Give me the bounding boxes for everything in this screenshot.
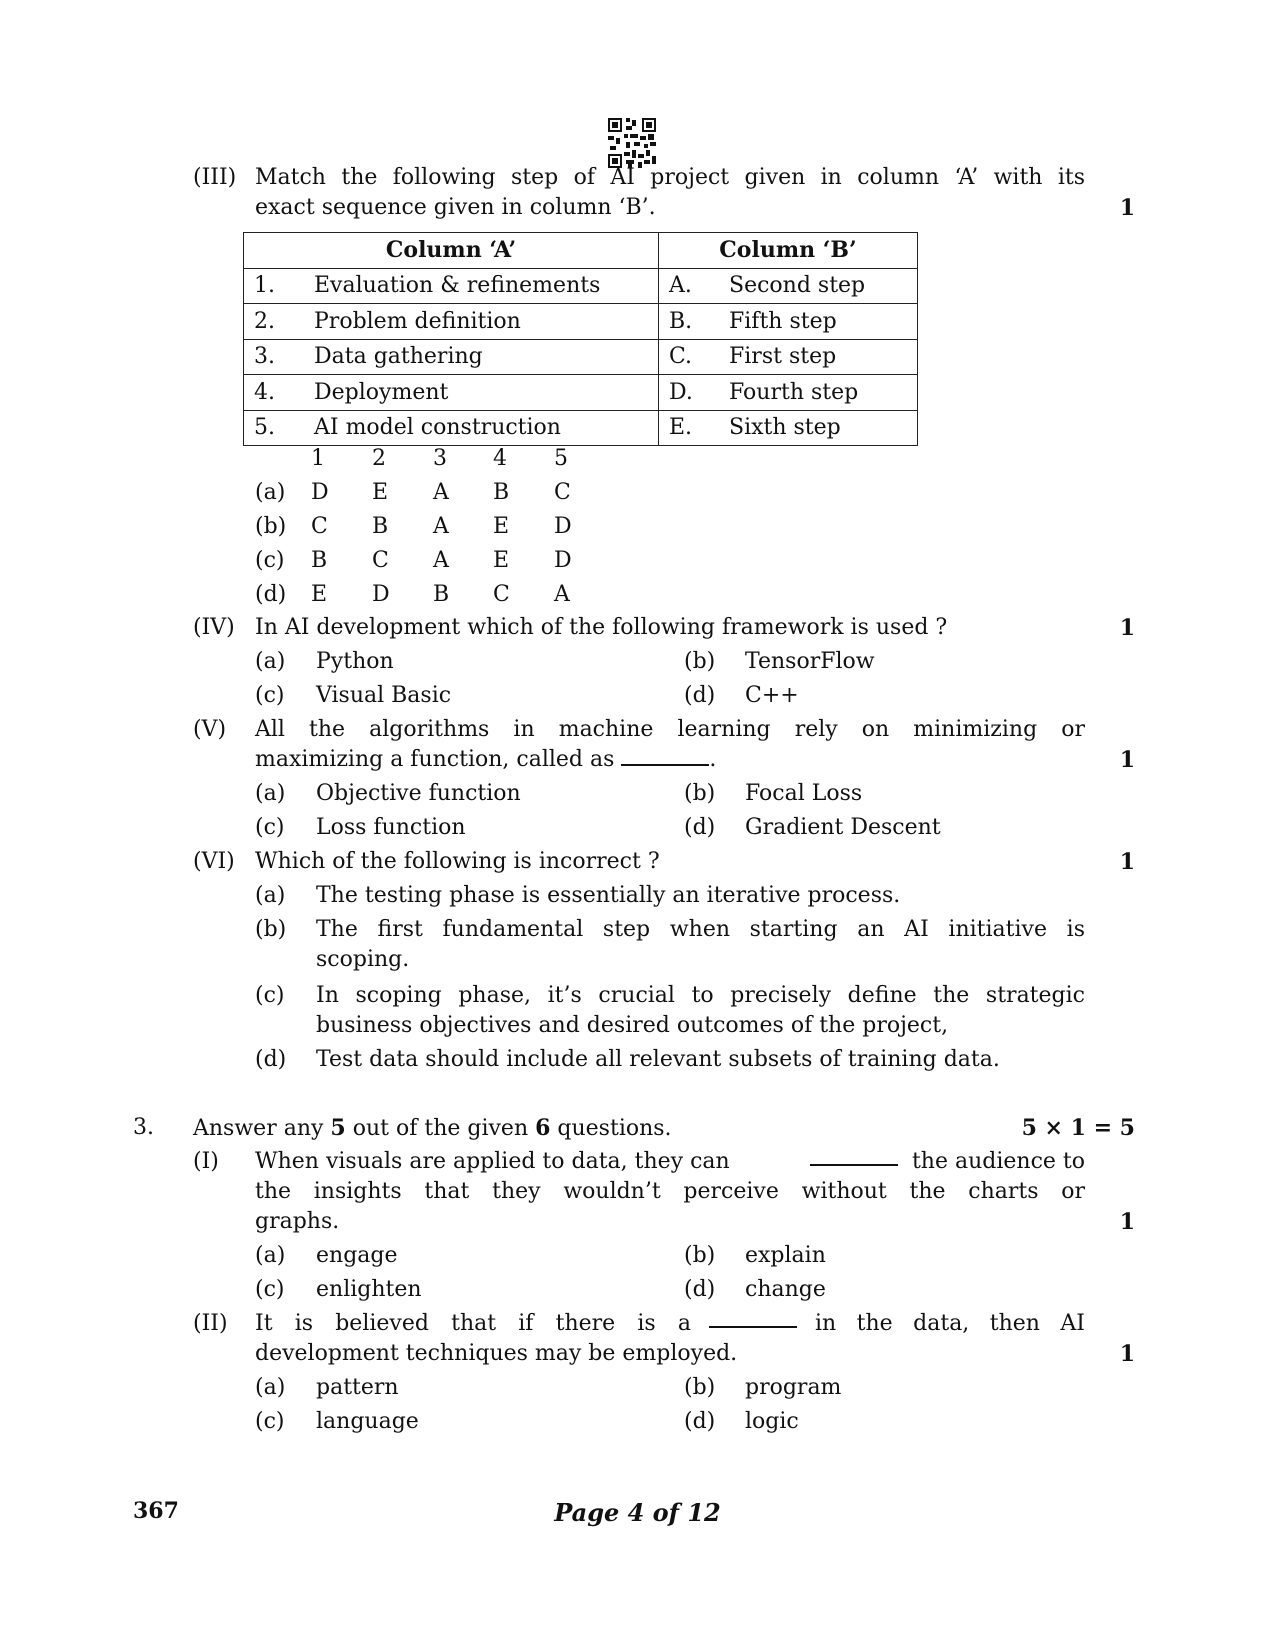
option-text: change	[745, 1277, 826, 1302]
option-label: (d)	[684, 815, 716, 840]
question-text: In AI development which of the following framework is used ?	[255, 615, 948, 640]
option-text: enlighten	[316, 1277, 422, 1302]
row-number: 4.	[254, 379, 275, 405]
column-a-item: Data gathering	[314, 344, 483, 370]
row-number: 5.	[254, 415, 275, 441]
marks: 5 × 1 = 5	[1021, 1115, 1135, 1141]
question-text: development techniques may be employed.	[255, 1341, 738, 1366]
column-b-item: Fourth step	[729, 379, 859, 405]
option-text: Visual Basic	[316, 683, 452, 708]
option-text: Test data should include all relevant subsets of training data.	[316, 1047, 1000, 1072]
question-text: It is believed that if there is a in the data, then AI	[255, 1311, 1085, 1336]
table-row	[244, 410, 918, 446]
option-label: (d)	[684, 1409, 716, 1434]
column-b-item: First step	[729, 344, 837, 370]
option-label: (b)	[684, 1243, 716, 1268]
table-row	[244, 375, 918, 411]
option-text: Python	[316, 649, 394, 674]
option-text: Focal Loss	[745, 781, 863, 806]
column-b-item: Second step	[729, 273, 866, 299]
question-label: (VI)	[193, 849, 235, 874]
question-text: Match the following step of AI project given in column ‘A’ with its	[255, 165, 1085, 190]
fill-in-blank	[709, 1310, 797, 1328]
row-letter: D.	[669, 379, 693, 405]
fill-in-blank	[810, 1148, 898, 1166]
paper-code: 367	[133, 1498, 179, 1524]
question-label: (III)	[193, 165, 237, 190]
option-label: (a)	[255, 649, 286, 674]
option-text: engage	[316, 1243, 398, 1268]
question-text: All the algorithms in machine learning rely on minimizing or	[255, 717, 1085, 742]
option-label: (b)	[684, 649, 716, 674]
exam-page: (III) Match the following step of AI project given in column ‘A’ with its exact sequence given in column ‘B’. 1 Column ‘A’ Column ‘B’ 1. Evaluation & refinements A. Second step 2. Problem definition B. Fifth step 3. Data gathering C. First step 4. Deployment D. Fourth step 5. AI model construction E. Sixth step 1 2 3 4 5 (a) D E A B C (b) C B A E D (c) B C A E D (d) E D B C A (IV) In AI development which of the following framework is used ? 1 (a) Python (b) TensorFlow (c) Visual Basic (d) C++ (V) All the algorithms in machine learning rely on minimizing or maximizing a function, called as . 1 (a) Objective function (b) Focal Loss (c) Loss function (d) Gradient Descent (VI) Which of the following is incorrect ? 1 (a) The testing phase is essentially an iterative process. (b) The first fundamental step when starting an AI initiative is scoping. (c) In scoping phase, it’s crucial to precisely define the strategic business objectives and desired outcomes of the project, (d) Test data should include all relevant subsets of training data. 3. Answer any 5 out of the given 6 questions. 5 × 1 = 5 (I) When visuals are applied to data, they can the audience to the insights that they wouldn’t perceive without the charts or graphs. 1 (a) engage (b) explain (c) enlighten (d) change (II) It is believed that if there is a in the data, then AI development techniques may be employed. 1 (a) pattern (b) program (c) language (d) logic 367 Page 4 of 12	[0, 0, 1275, 1651]
option-label: (a)	[255, 1375, 286, 1400]
question-text: exact sequence given in column ‘B’.	[255, 195, 656, 220]
column-b-header: Column ‘B’	[659, 233, 918, 269]
option-text: In scoping phase, it’s crucial to precisely define the strategic	[316, 983, 1085, 1008]
table-row	[244, 339, 918, 375]
option-label: (d)	[684, 683, 716, 708]
option-label: (b)	[684, 1375, 716, 1400]
option-text: Objective function	[316, 781, 521, 806]
row-number: 3.	[254, 344, 275, 370]
option-text: Gradient Descent	[745, 815, 941, 840]
column-a-item: Evaluation & refinements	[314, 273, 601, 299]
match-table	[243, 232, 918, 446]
row-letter: E.	[669, 415, 693, 441]
option-label: (a)	[255, 1243, 286, 1268]
fill-in-blank	[621, 748, 709, 766]
question-label: (IV)	[193, 615, 235, 640]
column-a-item: AI model construction	[314, 415, 561, 441]
question-label: (V)	[193, 717, 227, 742]
question-text: Which of the following is incorrect ?	[255, 849, 660, 874]
marks: 1	[1119, 1209, 1135, 1235]
option-text: language	[316, 1409, 419, 1434]
question-intro: Answer any 5 out of the given 6 questions.	[193, 1115, 672, 1141]
option-text: program	[745, 1375, 842, 1400]
option-text: explain	[745, 1243, 826, 1268]
row-letter: B.	[669, 308, 693, 334]
option-text: business objectives and desired outcomes of the project,	[316, 1013, 949, 1038]
marks: 1	[1119, 615, 1135, 641]
option-label: (c)	[255, 1277, 285, 1302]
option-text: logic	[745, 1409, 799, 1434]
qr-code-icon	[608, 118, 656, 168]
option-label: (b)	[255, 917, 287, 942]
option-text: The first fundamental step when starting an AI initiative is	[316, 917, 1085, 942]
row-number: 1.	[254, 273, 275, 299]
column-a-item: Deployment	[314, 379, 449, 405]
option-label: (a)	[255, 781, 286, 806]
question-text: the insights that they wouldn’t perceive without the charts or	[255, 1179, 1085, 1204]
option-label: (c)	[255, 983, 285, 1008]
option-text: pattern	[316, 1375, 399, 1400]
option-label: (d)	[255, 1047, 287, 1072]
marks: 1	[1119, 747, 1135, 773]
row-number: 2.	[254, 308, 275, 334]
question-number: 3.	[133, 1115, 154, 1140]
marks: 1	[1119, 1341, 1135, 1367]
option-label: (a)	[255, 883, 286, 908]
option-label: (b)	[684, 781, 716, 806]
question-label: (II)	[193, 1311, 228, 1336]
marks: 1	[1119, 849, 1135, 875]
question-text: When visuals are applied to data, they can the audience to	[255, 1149, 1085, 1174]
option-label: (d)	[684, 1277, 716, 1302]
option-label: (c)	[255, 683, 285, 708]
option-text: TensorFlow	[745, 649, 875, 674]
question-text: graphs.	[255, 1209, 340, 1234]
row-letter: C.	[669, 344, 693, 370]
marks: 1	[1119, 195, 1135, 221]
option-text: scoping.	[316, 947, 410, 972]
column-a-header: Column ‘A’	[244, 233, 659, 269]
row-letter: A.	[669, 273, 692, 299]
table-row	[244, 304, 918, 340]
table-row	[244, 268, 918, 304]
option-text: Loss function	[316, 815, 466, 840]
column-a-item: Problem definition	[314, 308, 521, 334]
question-label: (I)	[193, 1149, 219, 1174]
option-label: (c)	[255, 1409, 285, 1434]
table-header-row	[244, 233, 918, 269]
option-text: The testing phase is essentially an iterative process.	[316, 883, 901, 908]
option-label: (c)	[255, 815, 285, 840]
column-b-item: Sixth step	[729, 415, 841, 441]
column-b-item: Fifth step	[729, 308, 837, 334]
question-text: maximizing a function, called as .	[255, 747, 717, 772]
option-text: C++	[745, 683, 799, 708]
page-number: Page 4 of 12	[554, 1498, 721, 1527]
